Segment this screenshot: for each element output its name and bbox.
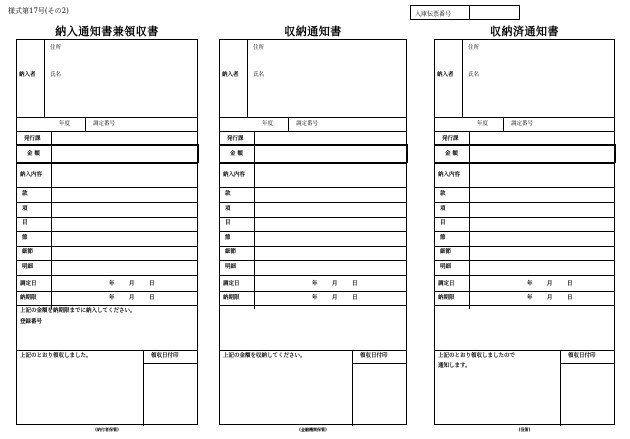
assessment-number-label: 調定番号 bbox=[511, 121, 534, 127]
assessment-number-label: 調定番号 bbox=[93, 121, 116, 127]
kan-label: 款 bbox=[440, 191, 446, 197]
due-date-label: 納期限 bbox=[223, 295, 240, 301]
rule-line bbox=[17, 117, 197, 118]
year-label: 年 bbox=[527, 295, 533, 301]
rule-line bbox=[435, 275, 614, 276]
rule-line bbox=[17, 350, 197, 351]
rule-line bbox=[220, 246, 406, 247]
setsu-label: 節 bbox=[440, 234, 446, 241]
amount-box bbox=[219, 144, 408, 163]
form-column-2 bbox=[219, 0, 407, 439]
receipt-text: 上記のとおり領収しましたので bbox=[438, 353, 516, 359]
due-date-label: 納期限 bbox=[20, 295, 37, 301]
rule-line bbox=[17, 131, 197, 132]
payer-label: 納入者 bbox=[437, 72, 454, 78]
month-label: 月 bbox=[547, 281, 553, 287]
day-label: 日 bbox=[352, 281, 358, 287]
moku-label: 目 bbox=[440, 220, 446, 226]
rule-line bbox=[435, 117, 614, 118]
receipt-text-2: 通知します。 bbox=[438, 363, 471, 369]
form-column-3 bbox=[434, 0, 615, 439]
amount-label: 金 額 bbox=[445, 151, 458, 157]
kan-label: 款 bbox=[225, 191, 231, 197]
due-date-label: 納期限 bbox=[438, 295, 455, 301]
issuing-dept-label: 発行課 bbox=[24, 136, 41, 142]
rule-line bbox=[435, 163, 614, 164]
rule-line bbox=[220, 291, 406, 292]
form-body bbox=[16, 39, 198, 425]
form-title: 納入通知書兼領収書 bbox=[55, 25, 159, 38]
month-label: 月 bbox=[129, 295, 135, 301]
rule-line bbox=[435, 231, 614, 232]
month-label: 月 bbox=[332, 295, 338, 301]
year-label: 年 bbox=[312, 295, 318, 301]
form-body bbox=[434, 39, 615, 425]
rule-line bbox=[17, 202, 197, 203]
assessment-date-label: 調定日 bbox=[20, 281, 37, 287]
moku-label: 目 bbox=[225, 220, 231, 226]
content-label: 納入内容 bbox=[20, 172, 43, 178]
rule-line bbox=[435, 131, 614, 132]
saisetsu-label: 細節 bbox=[22, 249, 34, 255]
setsu-label: 節 bbox=[225, 234, 231, 241]
address-label: 住所 bbox=[50, 45, 62, 51]
meimoku-label: 明細 bbox=[22, 263, 34, 270]
rule-line bbox=[220, 187, 406, 188]
meimoku-label: 明細 bbox=[440, 263, 452, 270]
month-label: 月 bbox=[547, 295, 553, 301]
fiscal-year-label: 年度 bbox=[262, 121, 274, 127]
rule-line bbox=[435, 187, 614, 188]
rule-line bbox=[220, 305, 406, 306]
rule-line bbox=[17, 231, 197, 232]
column-line bbox=[85, 117, 86, 131]
year-label: 年 bbox=[312, 281, 318, 287]
column-line bbox=[503, 117, 504, 131]
receipt-text: 上記のとおり領収しました。 bbox=[20, 353, 92, 359]
rule-line bbox=[560, 363, 614, 364]
name-label: 氏名 bbox=[468, 72, 480, 78]
issuing-dept-label: 発行課 bbox=[442, 136, 459, 142]
rule-line bbox=[17, 260, 197, 261]
form-title: 収納済通知書 bbox=[490, 25, 559, 38]
kou-label: 項 bbox=[440, 205, 446, 212]
rule-line bbox=[352, 363, 406, 364]
day-label: 日 bbox=[149, 295, 155, 301]
rule-line bbox=[220, 275, 406, 276]
form-body bbox=[219, 39, 407, 425]
fiscal-year-label: 年度 bbox=[59, 121, 71, 127]
rule-line bbox=[220, 163, 406, 164]
name-label: 氏名 bbox=[253, 72, 265, 78]
month-label: 月 bbox=[332, 281, 338, 287]
rule-line bbox=[435, 350, 614, 351]
rule-line bbox=[220, 117, 406, 118]
content-label: 納入内容 bbox=[438, 172, 461, 178]
stamp-label: 領収日付印 bbox=[151, 353, 179, 359]
rule-line bbox=[435, 246, 614, 247]
rule-line bbox=[143, 363, 197, 364]
custody-note: (金融機関保管) bbox=[299, 427, 327, 432]
rule-line bbox=[435, 217, 614, 218]
slip-number-label: 入庫伝票番号 bbox=[415, 11, 452, 18]
rule-line bbox=[220, 350, 406, 351]
rule-line bbox=[435, 305, 614, 306]
rule-line bbox=[17, 217, 197, 218]
saisetsu-label: 細節 bbox=[440, 249, 452, 255]
custody-note: (役管) bbox=[518, 427, 531, 432]
kou-label: 項 bbox=[225, 205, 231, 212]
note-line-2: 登録番号 bbox=[20, 319, 43, 325]
assessment-date-label: 調定日 bbox=[223, 281, 240, 287]
rule-line bbox=[435, 202, 614, 203]
address-label: 住所 bbox=[253, 45, 265, 51]
payer-label: 納入者 bbox=[19, 72, 36, 78]
column-line bbox=[462, 40, 463, 117]
moku-label: 目 bbox=[22, 220, 28, 226]
form-title: 収納通知書 bbox=[284, 25, 342, 38]
rule-line bbox=[17, 246, 197, 247]
address-label: 住所 bbox=[468, 45, 480, 51]
content-label: 納入内容 bbox=[223, 172, 246, 178]
assessment-date-label: 調定日 bbox=[438, 281, 455, 287]
rule-line bbox=[17, 291, 197, 292]
rule-line bbox=[220, 202, 406, 203]
stamp-label: 領収日付印 bbox=[360, 353, 388, 359]
amount-label: 金 額 bbox=[27, 151, 40, 157]
fiscal-year-label: 年度 bbox=[477, 121, 489, 127]
day-label: 日 bbox=[567, 281, 573, 287]
day-label: 日 bbox=[567, 295, 573, 301]
year-label: 年 bbox=[109, 295, 115, 301]
stamp-label: 領収日付印 bbox=[568, 353, 596, 359]
year-label: 年 bbox=[109, 281, 115, 287]
note-line-1: 上記の金額を納期限までに納入してください。 bbox=[20, 308, 136, 314]
kan-label: 款 bbox=[22, 191, 28, 197]
rule-line bbox=[220, 231, 406, 232]
receipt-text: 上記の金額を収納してください。 bbox=[223, 353, 306, 359]
meimoku-label: 明細 bbox=[225, 263, 237, 270]
kou-label: 項 bbox=[22, 205, 28, 212]
column-line bbox=[247, 40, 248, 117]
column-line bbox=[352, 350, 353, 426]
rule-line bbox=[435, 260, 614, 261]
column-line bbox=[288, 117, 289, 131]
day-label: 日 bbox=[149, 281, 155, 287]
amount-box bbox=[434, 144, 616, 163]
form-number: 様式第17号(その2) bbox=[8, 7, 69, 15]
rule-line bbox=[220, 217, 406, 218]
rule-line bbox=[17, 275, 197, 276]
column-line bbox=[560, 350, 561, 426]
rule-line bbox=[17, 187, 197, 188]
assessment-number-label: 調定番号 bbox=[296, 121, 319, 127]
amount-label: 金 額 bbox=[230, 151, 243, 157]
name-label: 氏名 bbox=[50, 72, 62, 78]
amount-box bbox=[16, 144, 199, 163]
column-line bbox=[44, 40, 45, 117]
column-line bbox=[143, 350, 144, 426]
rule-line bbox=[435, 291, 614, 292]
custody-note: (納付者保管) bbox=[95, 427, 119, 432]
day-label: 日 bbox=[352, 295, 358, 301]
rule-line bbox=[220, 260, 406, 261]
rule-line bbox=[17, 305, 197, 306]
payer-label: 納入者 bbox=[222, 72, 239, 78]
form-column-1 bbox=[16, 0, 198, 439]
month-label: 月 bbox=[129, 281, 135, 287]
saisetsu-label: 細節 bbox=[225, 249, 237, 255]
year-label: 年 bbox=[527, 281, 533, 287]
setsu-label: 節 bbox=[22, 234, 28, 241]
issuing-dept-label: 発行課 bbox=[227, 136, 244, 142]
rule-line bbox=[220, 131, 406, 132]
rule-line bbox=[17, 163, 197, 164]
